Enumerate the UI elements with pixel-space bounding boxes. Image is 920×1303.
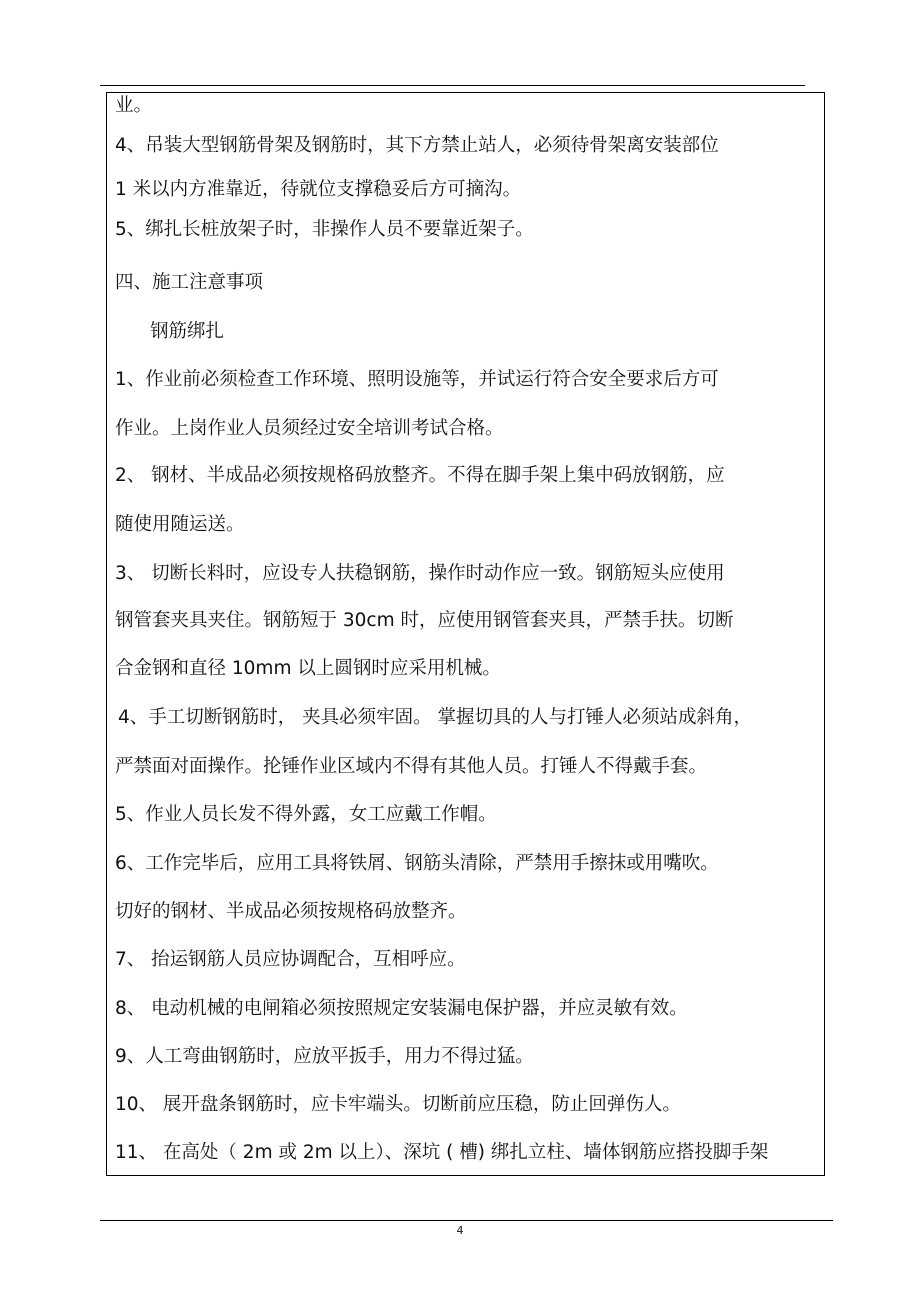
text-line: 7、 抬运钢筋人员应协调配合，互相呼应。 [115,949,466,970]
page-number: 4 [456,1224,464,1237]
text-line: 5、作业人员长发不得外露，女工应戴工作帽。 [115,804,497,825]
text-line: 2、 钢材、半成品必须按规格码放整齐。不得在脚手架上集中码放钢筋，应 [115,465,725,486]
text-line: 8、 电动机械的电闸箱必须按照规定安装漏电保护器，并应灵敏有效。 [115,998,688,1019]
text-line: 钢管套夹具夹住。钢筋短于 30cm 时，应使用钢管套夹具，严禁手扶。切断 [115,610,734,631]
text-line: 5、绑扎长桩放架子时，非操作人员不要靠近架子。 [115,219,534,240]
footer-rule [100,1220,833,1221]
text-line: 随使用随运送。 [115,514,245,535]
text-line: 10、 展开盘条钢筋时，应卡牢端头。切断前应压稳，防止回弹伤人。 [115,1094,681,1115]
text-line: 严禁面对面操作。抡锤作业区域内不得有其他人员。打锤人不得戴手套。 [115,756,708,777]
header-rule [100,85,805,86]
text-line: 9、人工弯曲钢筋时，应放平扳手，用力不得过猛。 [115,1046,534,1067]
subsection-heading: 钢筋绑扎 [150,321,225,342]
text-line: 业。 [115,95,153,116]
text-line: 11、 在高处（ 2m 或 2m 以上）、深坑 ( 槽) 绑扎立柱、墙体钢筋应搭投脚手架 [115,1142,769,1163]
text-line: 合金钢和直径 10mm 以上圆钢时应采用机械。 [115,658,501,679]
text-line: 4、吊装大型钢筋骨架及钢筋时，其下方禁止站人，必须待骨架离安装部位 [115,135,719,156]
text-line: 1 米以内方准靠近，待就位支撑稳妥后方可摘沟。 [115,179,522,200]
text-line: 3、 切断长料时，应设专人扶稳钢筋，操作时动作应一致。钢筋短头应使用 [115,563,725,584]
text-line: 4、手工切断钢筋时， 夹具必须牢固。 掌握切具的人与打锤人必须站成斜角， [118,707,753,728]
text-line: 1、作业前必须检查工作环境、照明设施等，并试运行符合安全要求后方可 [115,369,719,390]
text-line: 6、工作完毕后，应用工具将铁屑、钢筋头清除，严禁用手擦抹或用嘴吹。 [115,853,719,874]
section-heading: 四、施工注意事项 [115,272,264,293]
text-line: 切好的钢材、半成品必须按规格码放整齐。 [115,901,467,922]
text-line: 作业。上岗作业人员须经过安全培训考试合格。 [115,418,504,439]
